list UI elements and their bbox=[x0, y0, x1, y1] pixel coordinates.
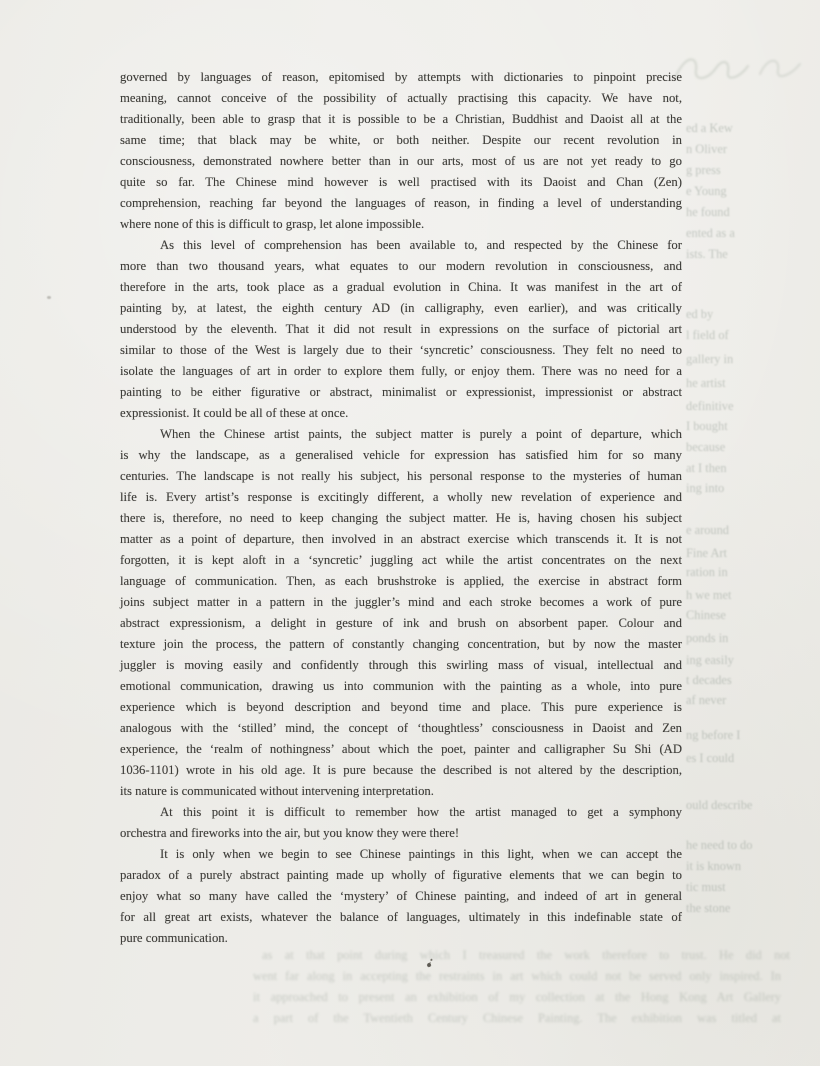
text-line: its nature is communicated without intervening interpretation. bbox=[120, 784, 434, 798]
bleedthrough-fragment: at I then bbox=[686, 461, 727, 475]
bleedthrough-fragment: it is known bbox=[686, 859, 742, 873]
bleedthrough-fragment: ration in bbox=[686, 565, 728, 579]
text-line: experience which is beyond description and beyond time and place. This pure experience is bbox=[120, 700, 682, 714]
bleedthrough-fragment: because bbox=[686, 440, 726, 454]
text-line: pure communication. bbox=[120, 931, 228, 945]
paragraph bbox=[120, 802, 682, 844]
ink-speck bbox=[426, 962, 431, 967]
text-line: consciousness, demonstrated nowhere better than in our arts, most of us are not yet ready to go bbox=[120, 154, 682, 168]
paragraph bbox=[120, 235, 682, 424]
text-line: paradox of a purely abstract painting made up wholly of figurative elements that we can begin to bbox=[120, 868, 682, 882]
text-line: there is, therefore, no need to keep changing the subject matter. He is, having chosen his subject bbox=[120, 511, 682, 525]
text-line: meaning, cannot conceive of the possibility of actually practising this capacity. We have not, bbox=[120, 91, 682, 105]
text-line: forgotten, it is kept aloft in a ‘syncretic’ juggling act while the artist concentrates on the next bbox=[120, 553, 682, 567]
bleedthrough-fragment: h we met bbox=[686, 588, 732, 602]
bleedthrough-fragment: definitive bbox=[686, 399, 734, 413]
bleedthrough-fragment: Chinese bbox=[686, 608, 726, 622]
bleedthrough-fragment: Fine Art bbox=[686, 546, 727, 560]
text-line: As this level of comprehension has been available to, and respected by the Chinese for bbox=[160, 238, 682, 252]
bleedthrough-fragment: e around bbox=[686, 523, 730, 537]
text-line: where none of this is difficult to grasp, let alone impossible. bbox=[120, 217, 425, 231]
bleedthrough-fragment: ing easily bbox=[686, 653, 734, 667]
text-line: painting by, at latest, the eighth century AD (in calligraphy, even earlier), and was critically bbox=[120, 301, 682, 315]
text-line: language of communication. Then, as each brushstroke is applied, the exercise in abstract form bbox=[120, 574, 682, 588]
bleedthrough-fragment: af never bbox=[686, 693, 727, 707]
text-line: therefore in the arts, took place as a gradual evolution in China. It was manifest in the art of bbox=[120, 280, 682, 294]
paragraph bbox=[120, 844, 682, 949]
text-line: When the Chinese artist paints, the subject matter is purely a point of departure, which bbox=[160, 427, 682, 441]
text-line: governed by languages of reason, epitomised by attempts with dictionaries to pinpoint precise bbox=[120, 70, 682, 84]
bleedthrough-fragment: e Young bbox=[686, 184, 727, 198]
bleedthrough-fragment: es I could bbox=[686, 751, 735, 765]
bleedthrough-line: a part of the Twentieth Century Chinese Painting. The exhibition was titled at bbox=[253, 1011, 781, 1025]
bleedthrough-fragment: I bought bbox=[686, 419, 728, 433]
bleedthrough-fragment: l field of bbox=[686, 328, 729, 342]
text-line: At this point it is difficult to remember how the artist managed to get a symphony bbox=[160, 805, 682, 819]
text-line: joins subject matter in a pattern in the juggler’s mind and each stroke becomes a work of pure bbox=[120, 595, 682, 609]
bleedthrough-line: it approached to present an exhibition of my collection at the Hong Kong Art Gallery bbox=[253, 990, 781, 1004]
text-line: matter as a point of departure, then involved in an abstract exercise which transcends it. It is not bbox=[120, 532, 682, 546]
bleedthrough-fragment: tic must bbox=[686, 880, 726, 894]
bleedthrough-line: went far along in accepting the restraints in art which could not be served only inspired. In bbox=[253, 969, 781, 983]
bleedthrough-fragment: ed by bbox=[686, 307, 714, 321]
text-line: centuries. The landscape is not really his subject, his personal response to the mysteries of human bbox=[120, 469, 682, 483]
text-line: orchestra and fireworks into the air, but you know they were there! bbox=[120, 826, 460, 840]
body-text-block bbox=[120, 67, 682, 949]
text-line: 1036-1101) wrote in his old age. It is pure because the described is not altered by the description, bbox=[120, 763, 682, 777]
text-line: analogous with the ‘stilled’ mind, the concept of ‘thoughtless’ consciousness in Daoist and Zen bbox=[120, 721, 682, 735]
paragraph bbox=[120, 67, 682, 235]
text-line: painting to be either figurative or abstract, minimalist or expressionist, impressionist or abstract bbox=[120, 385, 682, 399]
bleedthrough-fragment: g press bbox=[686, 163, 721, 177]
text-line: texture join the process, the pattern of constantly changing concentration, but by now the master bbox=[120, 637, 682, 651]
bleedthrough-fragment: n Oliver bbox=[686, 142, 727, 156]
bleedthrough-fragment: he artist bbox=[686, 376, 726, 390]
text-line: same time; that black may be white, or both neither. Despite our recent revolution in bbox=[120, 133, 682, 147]
text-line: emotional communication, drawing us into communion with the painting as a whole, into pure bbox=[120, 679, 682, 693]
paper-speck bbox=[47, 296, 51, 299]
text-line: similar to those of the West is largely due to their ‘syncretic’ consciousness. They felt no need to bbox=[120, 343, 682, 357]
text-line: abstract expressionism, a delight in gesture of ink and brush on absorbent paper. Colour and bbox=[120, 616, 682, 630]
text-line: life is. Every artist’s response is excitingly different, a wholly new revelation of experience and bbox=[120, 490, 682, 504]
text-line: quite so far. The Chinese mind however is well practised with its Daoist and Chan (Zen) bbox=[120, 175, 682, 189]
text-line: comprehension, reaching far beyond the languages of reason, in finding a level of understanding bbox=[120, 196, 682, 210]
paragraph bbox=[120, 424, 682, 802]
bleedthrough-fragment: ing into bbox=[686, 481, 725, 495]
text-line: is why the landscape, as a generalised vehicle for expression has satisfied him for so many bbox=[120, 448, 682, 462]
bleedthrough-fragment: ponds in bbox=[686, 631, 729, 645]
bleedthrough-fragment: ented as a bbox=[686, 226, 735, 240]
bleedthrough-fragment: he need to do bbox=[686, 838, 753, 852]
bleedthrough-fragment: ists. The bbox=[686, 247, 728, 261]
bleedthrough-fragment: gallery in bbox=[686, 352, 734, 366]
text-line: expressionist. It could be all of these at once. bbox=[120, 406, 349, 420]
text-line: It is only when we begin to see Chinese paintings in this light, when we can accept the bbox=[160, 847, 682, 861]
bleedthrough-fragment: ed a Kew bbox=[686, 121, 733, 135]
bleedthrough-fragment: ould describe bbox=[686, 798, 753, 812]
text-line: for all great art exists, whatever the balance of languages, ultimately in this indefinable state of bbox=[120, 910, 682, 924]
text-line: understood by the eleventh. That it did not result in expressions on the surface of pictorial art bbox=[120, 322, 682, 336]
text-line: enjoy what so many have called the ‘mystery’ of Chinese painting, and indeed of art in general bbox=[120, 889, 682, 903]
text-line: experience, the ‘realm of nothingness’ about which the poet, painter and calligrapher Su Shi (AD bbox=[120, 742, 682, 756]
text-line: juggler is moving easily and confidently through this swirling mass of visual, intellectual and bbox=[120, 658, 682, 672]
bleedthrough-fragment: ng before I bbox=[686, 728, 741, 742]
text-line: isolate the languages of art in order to explore them fully, or enjoy them. There was no need for a bbox=[120, 364, 682, 378]
handwriting-ghost bbox=[668, 46, 808, 94]
bleedthrough-fragment: t decades bbox=[686, 673, 732, 687]
text-line: more than two thousand years, what equates to our modern revolution in consciousness, and bbox=[120, 259, 682, 273]
bleedthrough-fragment: the stone bbox=[686, 901, 731, 915]
bleedthrough-line: as at that point during which I treasured the work therefore to trust. He did not bbox=[262, 948, 790, 962]
text-line: traditionally, been able to grasp that it is possible to be a Christian, Buddhist and Daoist all at the bbox=[120, 112, 682, 126]
bleedthrough-fragment: he found bbox=[686, 205, 730, 219]
